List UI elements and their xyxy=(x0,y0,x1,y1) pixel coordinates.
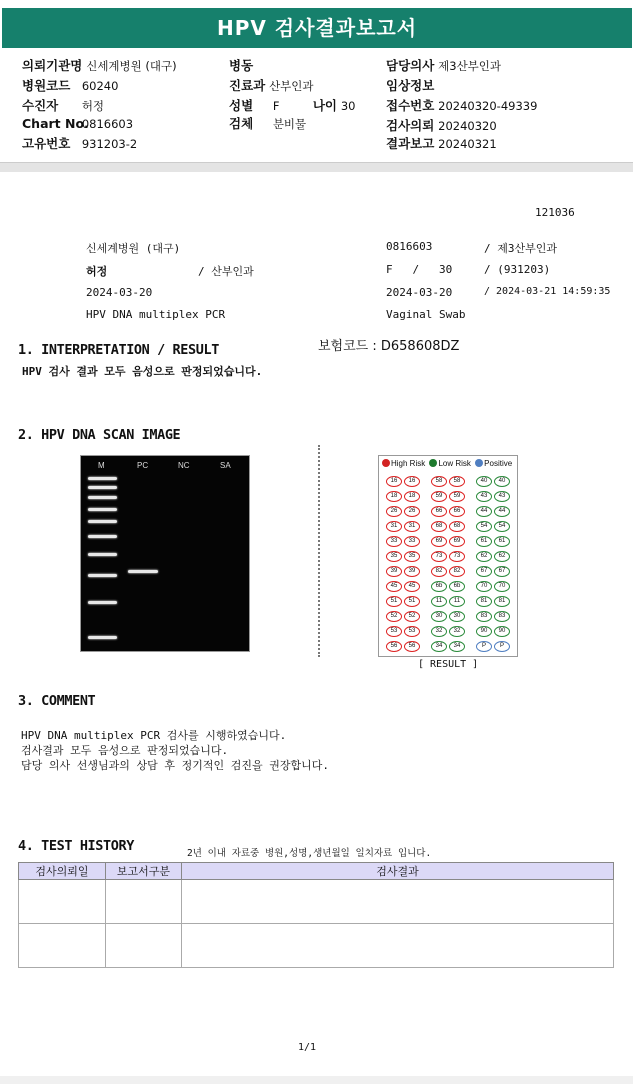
hpv-type-70: 70 xyxy=(494,581,510,592)
hpv-type-16: 16 xyxy=(404,476,420,487)
code-label: 병원코드 xyxy=(22,78,71,93)
hpv-type-52: 52 xyxy=(386,611,402,622)
header-separator xyxy=(0,162,633,172)
dept-value: 산부인과 xyxy=(269,79,314,93)
pc-band xyxy=(128,570,158,573)
hpv-type-59: 59 xyxy=(431,491,447,502)
hospital-label: 의뢰기관명 xyxy=(22,58,83,73)
info-request-date: 2024-03-20 xyxy=(86,286,153,299)
hpv-type-26: 26 xyxy=(404,506,420,517)
lane-label-nc: NC xyxy=(178,461,190,470)
hpv-type-59: 59 xyxy=(449,491,465,502)
marker-band xyxy=(88,477,117,480)
hpv-type-40: 40 xyxy=(494,476,510,487)
section-4-title: 4. TEST HISTORY xyxy=(18,838,134,854)
marker-band xyxy=(88,553,117,556)
info-doctor: / 제3산부인과 xyxy=(484,242,557,255)
hpv-type-68: 68 xyxy=(449,521,465,532)
hpv-type-31: 31 xyxy=(386,521,402,532)
request-label: 검사의뢰 xyxy=(386,118,435,133)
hpv-type-44: 44 xyxy=(476,506,492,517)
hpv-type-51: 51 xyxy=(386,596,402,607)
hpv-type-35: 35 xyxy=(404,551,420,562)
hpv-type-56: 56 xyxy=(404,641,420,652)
hospital-value: 신세계병원 (대구) xyxy=(86,59,177,73)
hpv-type-61: 61 xyxy=(494,536,510,547)
hpv-type-90: 90 xyxy=(494,626,510,637)
hpv-type-33: 33 xyxy=(386,536,402,547)
table-row xyxy=(19,880,614,924)
info-receipt-date: 2024-03-20 xyxy=(386,286,453,299)
col-request-date: 검사의뢰일 xyxy=(19,863,106,880)
legend-low-risk: Low Risk xyxy=(438,459,471,468)
marker-band xyxy=(88,496,117,499)
interpretation-text: HPV 검사 결과 모두 음성으로 판정되었습니다. xyxy=(22,365,263,378)
doctor-label: 담당의사 xyxy=(386,58,435,73)
hpv-type-44: 44 xyxy=(494,506,510,517)
section-1-title: 1. INTERPRETATION / RESULT xyxy=(18,342,219,358)
hpv-type-39: 39 xyxy=(386,566,402,577)
id-label: 고유번호 xyxy=(22,136,71,151)
hpv-type-58: 58 xyxy=(449,476,465,487)
hpv-type-54: 54 xyxy=(494,521,510,532)
hpv-type-82: 82 xyxy=(449,566,465,577)
hpv-type-43: 43 xyxy=(494,491,510,502)
hpv-type-11: 11 xyxy=(449,596,465,607)
hpv-type-69: 69 xyxy=(431,536,447,547)
hpv-type-54: 54 xyxy=(476,521,492,532)
marker-band xyxy=(88,486,117,489)
sex-value: F xyxy=(272,99,280,113)
id-value: 931203-2 xyxy=(81,137,138,151)
hpv-type-83: 83 xyxy=(476,611,492,622)
hpv-type-83: 83 xyxy=(494,611,510,622)
hpv-type-45: 45 xyxy=(404,581,420,592)
lane-label-sa: SA xyxy=(220,461,231,470)
hpv-type-68: 68 xyxy=(431,521,447,532)
code-value: 60240 xyxy=(81,79,119,93)
chart-label: Chart No. xyxy=(22,116,89,131)
scan-result-label: [ RESULT ] xyxy=(418,659,479,670)
receipt-label: 접수번호 xyxy=(386,98,435,113)
hpv-type-45: 45 xyxy=(386,581,402,592)
hpv-type-70: 70 xyxy=(476,581,492,592)
hpv-type-52: 52 xyxy=(404,611,420,622)
report-title: HPV 검사결과보고서 xyxy=(2,8,632,48)
positive-dot-icon xyxy=(475,459,483,467)
report-label: 결과보고 xyxy=(386,136,435,151)
marker-band xyxy=(88,574,117,577)
hpv-type-11: 11 xyxy=(431,596,447,607)
age-value: 30 xyxy=(340,99,356,113)
hpv-type-34: 34 xyxy=(449,641,465,652)
hpv-type-73: 73 xyxy=(431,551,447,562)
hpv-type-P: P xyxy=(494,641,510,652)
divider-dotted xyxy=(318,445,320,657)
patient-label: 수진자 xyxy=(22,98,59,113)
info-dept: / 산부인과 xyxy=(198,265,254,278)
hpv-type-61: 61 xyxy=(476,536,492,547)
info-test-name: HPV DNA multiplex PCR xyxy=(86,308,226,321)
low-risk-dot-icon xyxy=(429,459,437,467)
specimen-value: 분비물 xyxy=(272,117,307,131)
hpv-type-53: 53 xyxy=(404,626,420,637)
table-header-row xyxy=(19,863,614,880)
report-header xyxy=(0,52,633,162)
lane-label-m: M xyxy=(98,461,105,470)
hpv-type-16: 16 xyxy=(386,476,402,487)
scan-legend xyxy=(382,459,512,468)
table-row xyxy=(19,924,614,968)
patient-value: 허정 xyxy=(81,99,105,113)
hpv-type-18: 18 xyxy=(404,491,420,502)
hpv-type-35: 35 xyxy=(386,551,402,562)
hpv-type-73: 73 xyxy=(449,551,465,562)
history-note: 2년 이내 자료중 병원,성명,생년월일 일치자료 입니다. xyxy=(187,848,432,859)
ward-label: 병동 xyxy=(229,58,254,73)
info-sex-age: F / 30 xyxy=(386,263,453,276)
section-2-title: 2. HPV DNA SCAN IMAGE xyxy=(18,427,181,443)
doctor-value: 제3산부인과 xyxy=(438,59,502,73)
hpv-type-56: 56 xyxy=(386,641,402,652)
hpv-type-66: 66 xyxy=(449,506,465,517)
age-label: 나이 xyxy=(312,98,337,113)
hpv-type-67: 67 xyxy=(494,566,510,577)
hpv-type-66: 66 xyxy=(431,506,447,517)
lane-label-pc: PC xyxy=(137,461,149,470)
hpv-type-51: 51 xyxy=(404,596,420,607)
info-chart: 0816603 xyxy=(386,240,433,253)
col-report-type: 보고서구분 xyxy=(106,863,182,880)
insurance-code: 보험코드 : D658608DZ xyxy=(318,339,460,354)
hpv-type-62: 62 xyxy=(476,551,492,562)
hpv-type-69: 69 xyxy=(449,536,465,547)
specimen-label: 검체 xyxy=(229,116,254,131)
info-birth: / (931203) xyxy=(484,263,551,276)
hpv-type-67: 67 xyxy=(476,566,492,577)
hpv-type-53: 53 xyxy=(386,626,402,637)
hpv-type-58: 58 xyxy=(431,476,447,487)
comment-line: 담당 의사 선생님과의 상담 후 정기적인 검진을 권장합니다. xyxy=(21,759,330,772)
hpv-type-30: 30 xyxy=(449,611,465,622)
chart-value: 0816603 xyxy=(81,117,134,131)
page-number: 1/1 xyxy=(298,1042,317,1053)
hpv-type-90: 90 xyxy=(476,626,492,637)
history-table xyxy=(18,862,614,968)
hpv-type-81: 81 xyxy=(494,596,510,607)
hpv-type-82: 82 xyxy=(431,566,447,577)
legend-positive: Positive xyxy=(484,459,513,468)
report-value: 20240321 xyxy=(438,137,497,151)
request-value: 20240320 xyxy=(438,119,497,133)
hpv-type-32: 32 xyxy=(449,626,465,637)
comment-line: HPV DNA multiplex PCR 검사를 시행하였습니다. xyxy=(21,729,287,742)
info-report-datetime: / 2024-03-21 14:59:35 xyxy=(484,286,611,297)
hpv-scan-chip xyxy=(378,455,518,657)
dept-label: 진료과 xyxy=(229,78,266,93)
comment-line: 검사결과 모두 음성으로 판정되었습니다. xyxy=(21,744,229,757)
info-specimen: Vaginal Swab xyxy=(386,308,466,321)
hpv-type-40: 40 xyxy=(476,476,492,487)
col-result: 검사결과 xyxy=(182,863,614,880)
marker-band xyxy=(88,636,117,639)
gel-electrophoresis-image xyxy=(80,455,250,652)
hpv-type-30: 30 xyxy=(431,611,447,622)
hpv-type-P: P xyxy=(476,641,492,652)
hpv-type-6b: 6b xyxy=(431,581,447,592)
sex-label: 성별 xyxy=(229,98,254,113)
hpv-type-81: 81 xyxy=(476,596,492,607)
hpv-type-33: 33 xyxy=(404,536,420,547)
hpv-type-62: 62 xyxy=(494,551,510,562)
section-3-title: 3. COMMENT xyxy=(18,693,96,709)
hpv-type-31: 31 xyxy=(404,521,420,532)
high-risk-dot-icon xyxy=(382,459,390,467)
receipt-value: 20240320-49339 xyxy=(438,99,538,113)
hpv-type-26: 26 xyxy=(386,506,402,517)
hpv-type-43: 43 xyxy=(476,491,492,502)
clinical-label: 임상정보 xyxy=(386,78,435,93)
info-patient: 허정 xyxy=(86,265,108,278)
marker-band xyxy=(88,508,117,511)
hpv-type-32: 32 xyxy=(431,626,447,637)
legend-high-risk: High Risk xyxy=(391,459,426,468)
hpv-type-6b: 6b xyxy=(449,581,465,592)
info-hospital: 신세계병원 (대구) xyxy=(86,242,181,255)
hpv-type-18: 18 xyxy=(386,491,402,502)
marker-band xyxy=(88,520,117,523)
hpv-type-39: 39 xyxy=(404,566,420,577)
report-number: 121036 xyxy=(535,206,575,219)
hpv-type-34: 34 xyxy=(431,641,447,652)
marker-band xyxy=(88,535,117,538)
marker-band xyxy=(88,601,117,604)
